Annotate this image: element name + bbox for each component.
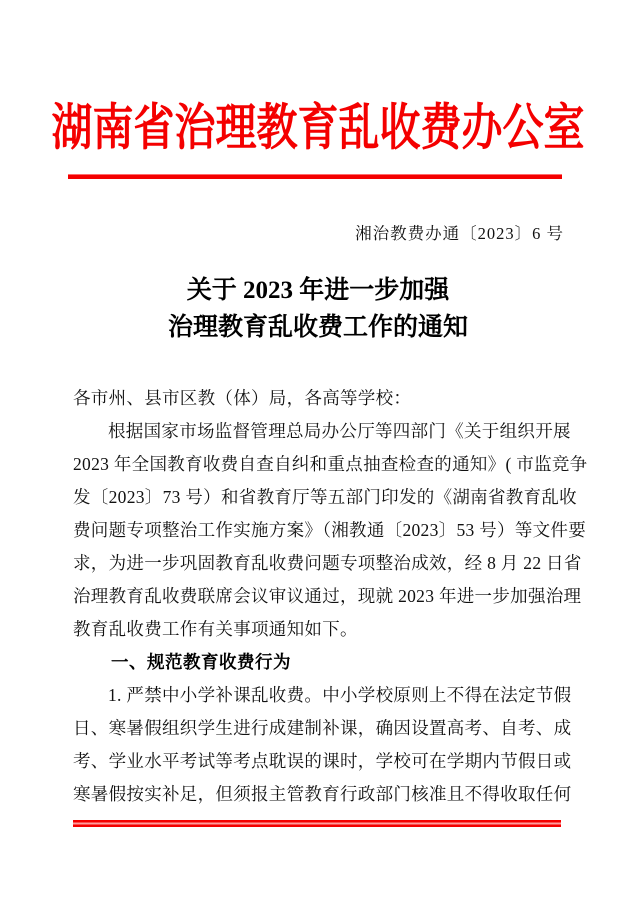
letterhead-red-rule (68, 174, 562, 179)
footer-red-rule (73, 820, 561, 827)
body-line: 2023 年全国教育收费自查自纠和重点抽查检查的通知》( 市监竞争 (73, 454, 588, 474)
body-line: 教育乱收费工作有关事项通知如下。 (73, 619, 358, 639)
body-line: 费问题专项整治工作实施方案》（湘教通〔2023〕53 号）等文件要 (73, 520, 587, 540)
body-line: 根据国家市场监督管理总局办公厅等四部门《关于组织开展 (108, 421, 571, 441)
notice-body (73, 382, 588, 811)
notice-title-line-1: 关于 2023 年进一步加强 (186, 277, 450, 304)
document-reference-number: 湘治教费办通〔2023〕6 号 (355, 224, 564, 243)
body-line: 1. 严禁中小学补课乱收费。中小学校原则上不得在法定节假 (108, 685, 572, 705)
salutation-line: 各市州、县市区教（体）局，各高等学校： (73, 388, 412, 408)
body-line: 寒暑假按实补足，但须报主管教育行政部门核准且不得收取任何 (73, 784, 572, 804)
body-line: 发〔2023〕73 号）和省教育厅等五部门印发的《湖南省教育乱收 (73, 487, 577, 507)
notice-title-line-2: 治理教育乱收费工作的通知 (167, 314, 468, 341)
section-heading: 一、规范教育收费行为 (111, 652, 291, 672)
body-line: 日、寒暑假组织学生进行成建制补课，确因设置高考、自考、成 (73, 718, 572, 738)
notice-title (0, 272, 636, 346)
body-line: 治理教育乱收费联席会议审议通过，现就 2023 年进一步加强治理 (73, 586, 582, 606)
body-line: 求，为进一步巩固教育乱收费问题专项整治成效，经 8 月 22 日省 (73, 553, 582, 573)
body-line: 考、学业水平考试等考点耽误的课时，学校可在学期内节假日或 (73, 751, 572, 771)
letterhead-org-title: 湖南省治理教育乱收费办公室 (51, 99, 585, 156)
